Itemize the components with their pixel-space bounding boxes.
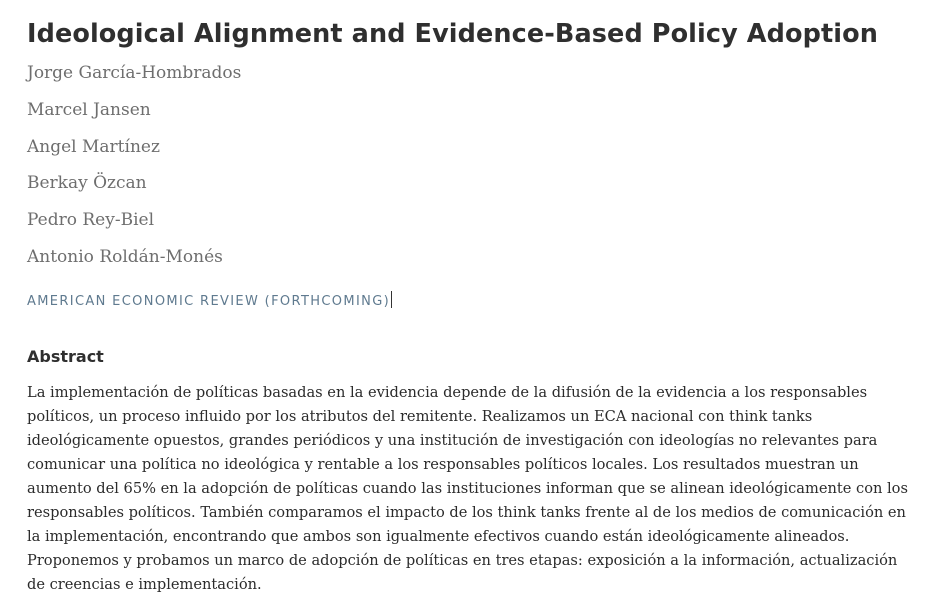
journal-name: AMERICAN ECONOMIC REVIEW (FORTHCOMING) <box>27 293 391 309</box>
author-link[interactable]: Antonio Roldán-Monés <box>27 246 223 267</box>
author-item <box>27 165 912 202</box>
author-item <box>27 239 912 276</box>
abstract-heading: Abstract <box>27 346 104 366</box>
author-item <box>27 55 912 92</box>
author-item <box>27 202 912 239</box>
paper-title: Ideological Alignment and Evidence-Based Policy Adoption <box>27 19 878 49</box>
abstract-text: La implementación de políticas basadas en la evidencia depende de la difusión de la evidencia a los responsables políticos, un proceso influido por los atributos del remitente. Realizamos un ECA nacional con think tanks ideológicamente opuestos, grandes periódicos y una institución de investigación con ideologías no relevantes para comunicar una política no ideológica y rentable a los responsables políticos locales. Los resultados muestran un aumento del 65% en la adopción de políticas cuando las instituciones informan que se alinean ideológicamente con los responsables políticos. También comparamos el impacto de los think tanks frente al de los medios de comunicación en la implementación, encontrando que ambos son igualmente efectivos cuando están ideológicamente alineados. Proponemos y probamos un marco de adopción de políticas en tres etapas: exposición a la información, actualización de creencias e implementación. <box>27 384 908 594</box>
author-link[interactable]: Berkay Özcan <box>27 173 147 194</box>
author-link[interactable]: Jorge García-Hombrados <box>27 63 242 83</box>
author-link[interactable]: Angel Martínez <box>27 136 160 157</box>
author-link[interactable]: Pedro Rey-Biel <box>27 210 155 231</box>
author-item <box>27 129 912 166</box>
journal-line <box>27 291 912 312</box>
author-list <box>27 55 912 276</box>
author-link[interactable]: Marcel Jansen <box>27 99 151 120</box>
paper-page <box>27 16 912 612</box>
author-item <box>27 92 912 129</box>
text-cursor <box>391 291 392 308</box>
